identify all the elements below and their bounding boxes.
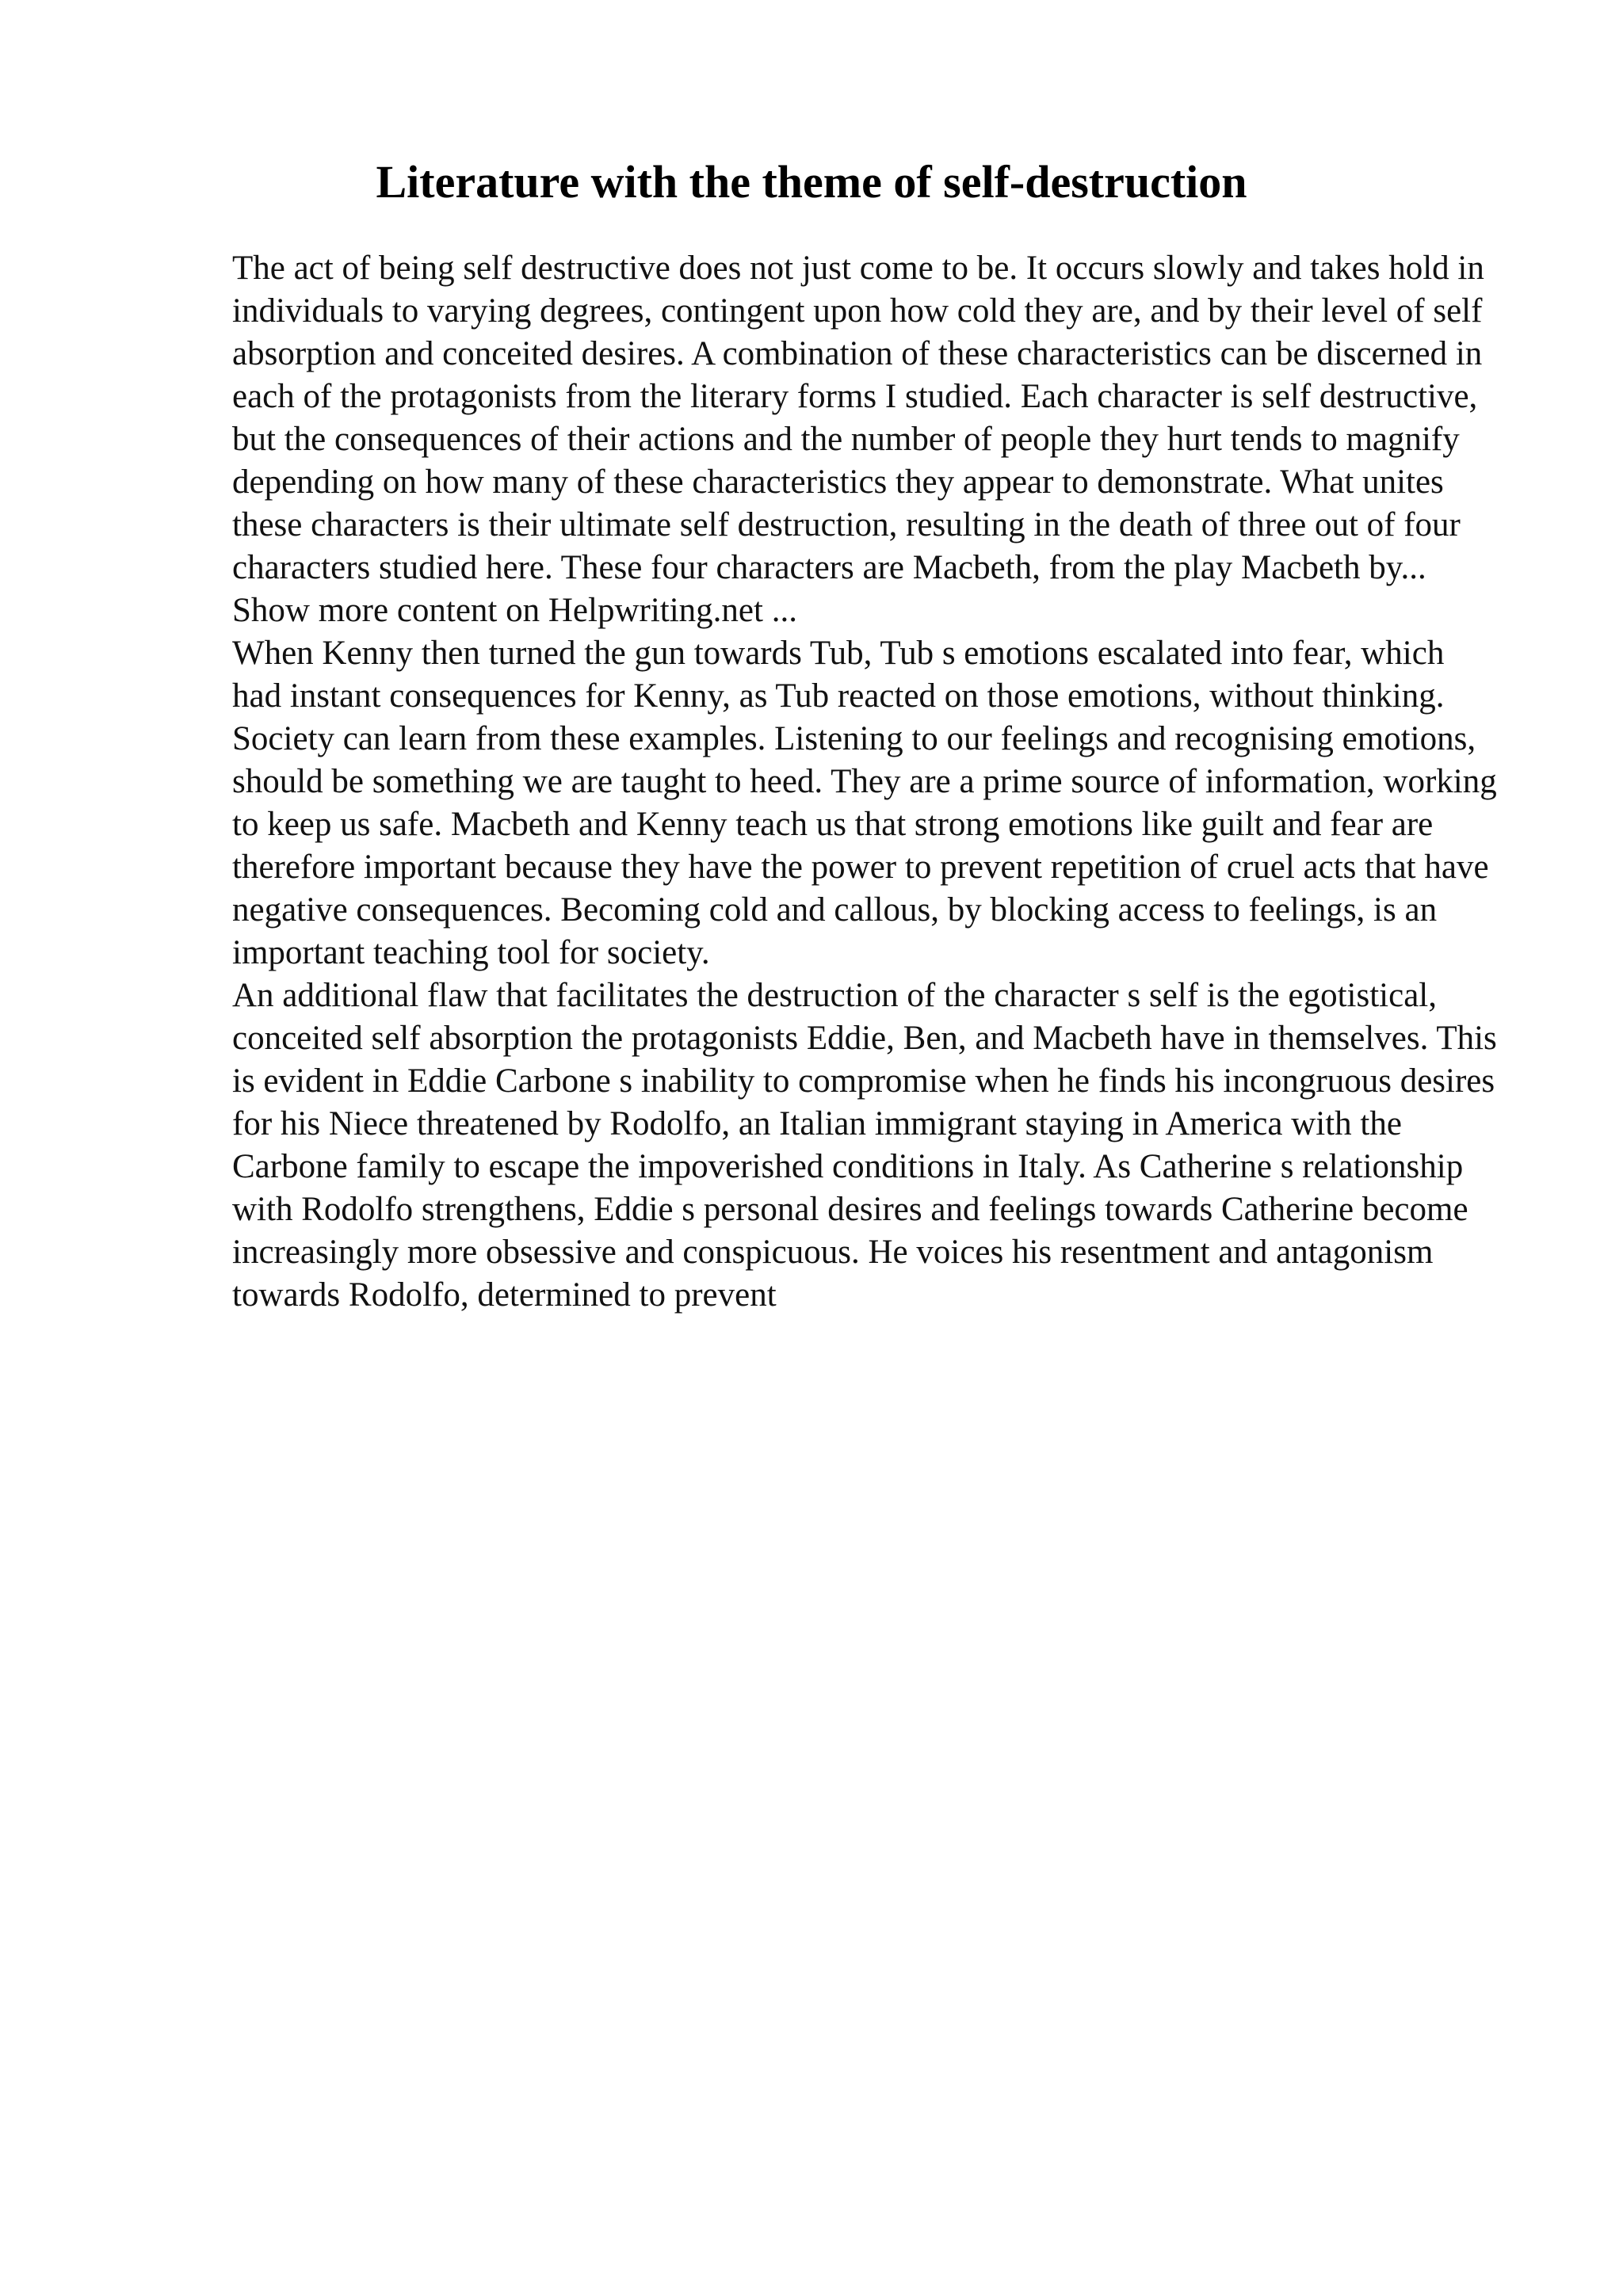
paragraph-kenny-tub: When Kenny then turned the gun towards Tub, Tub s emotions escalated into fear, which had instant consequences for Kenny, as Tub reacted on those emotions, without thinking. Society can learn from these examples. Listening to our feelings and recognising emotions, should be something we are taught to heed. They are a prime source of information, working to keep us safe. Macbeth and Kenny teach us that strong emotions like guilt and fear are therefore important because they have the power to prevent repetition of cruel acts that have negative consequences. Becoming cold and callous, by blocking access to feelings, is an important teaching tool for society.	[232, 635, 1497, 971]
document-body	[232, 247, 1500, 1317]
paragraph-additional-flaw: An additional flaw that facilitates the destruction of the character s self is the egotistical, conceited self absorption the protagonists Eddie, Ben, and Macbeth have in themselves. This is evident in Eddie Carbone s inability to compromise when he finds his incongruous desires for his Niece threatened by Rodolfo, an Italian immigrant staying in America with the Carbone family to escape the impoverished conditions in Italy. As Catherine s relationship with Rodolfo strengthens, Eddie s personal desires and feelings towards Catherine become increasingly more obsessive and conspicuous. He voices his resentment and antagonism towards Rodolfo, determined to prevent	[232, 977, 1497, 1314]
document-title: Literature with the theme of self-destruction	[376, 156, 1247, 208]
paragraph-intro: The act of being self destructive does not just come to be. It occurs slowly and takes hold in individuals to varying degrees, contingent upon how cold they are, and by their level of self absorption and conceited desires. A combination of these characteristics can be discerned in each of the protagonists from the literary forms I studied. Each character is self destructive, but the consequences of their actions and the number of people they hurt tends to magnify depending on how many of these characteristics they appear to demonstrate. What unites these characters is their ultimate self destruction, resulting in the death of three out of four characters studied here. These four characters are Macbeth, from the play Macbeth by... Show more content on Helpwriting.net ...	[232, 250, 1484, 629]
